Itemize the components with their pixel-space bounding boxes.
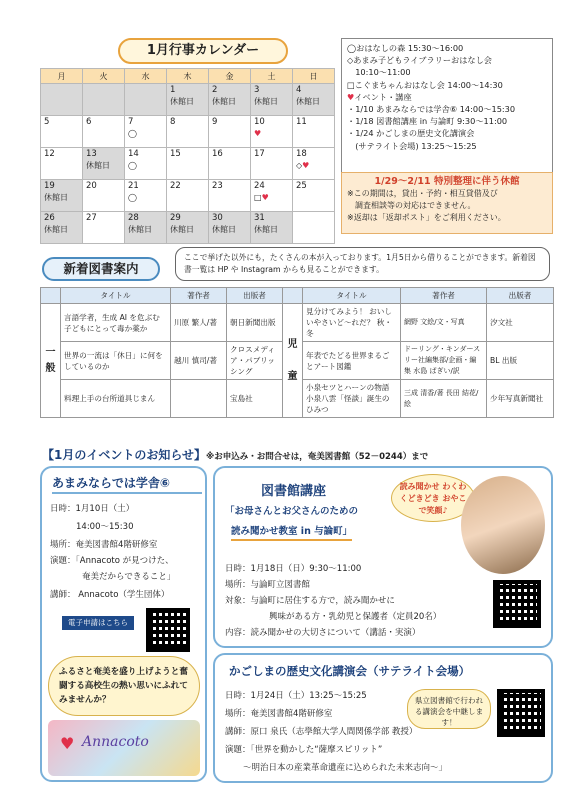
book-cell: 宝島社 [227,380,283,418]
calendar-day [293,180,335,212]
calendar-day [209,212,251,244]
new-books-note: ここで挙げた以外にも，たくさんの本が入っております。1月5日から借りることができます。新着図書一覧は HP や Instagram からも見ることができます。 [175,247,550,281]
col-publisher-children: 出版者 [487,288,554,304]
event-amami-gakusha [40,466,207,782]
day-number: 29 [170,213,181,223]
event3-bubble: 県立図書館で行われる講演会を中継します！ [407,689,491,729]
day-number: 18 [296,149,307,159]
calendar-day [293,148,335,180]
day-number: 30 [212,213,223,223]
event3-title: かごしまの歴史文化講演会（サテライト会場） [229,664,471,678]
event1-photo [48,720,200,776]
new-books-title: 新着図書案内 [42,257,160,281]
day-number: 6 [86,117,92,127]
day-note: ◯ [128,193,137,202]
weekday-header: 水 [125,69,167,84]
day-number: 1 [170,85,176,95]
closure-line: ※返却は「返却ポスト」をご利用ください。 [347,213,506,222]
day-number: 10 [254,117,265,127]
event3-qr-code[interactable] [497,689,545,737]
day-number: 26 [44,213,55,223]
calendar-day [41,84,83,116]
weekday-header: 土 [251,69,293,84]
event3-speaker: 講師：原口 泉氏（志學館大学人間関係学部 教授） [225,727,418,737]
day-note: ◯ [128,129,137,138]
calendar-day [83,116,125,148]
weekday-header: 火 [83,69,125,84]
col-author-general: 著作者 [171,288,227,304]
calendar-day [293,116,335,148]
day-number: 12 [44,149,55,159]
event1-speaker: 講師： Annacoto（学生団体） [50,590,170,600]
e-application-link[interactable]: 電子申請はこちら [62,616,134,630]
book-cell: BL 出版 [487,342,554,380]
legend-line: ◇あまみ子どもライブラリーおはなし会 [347,55,492,66]
calendar-day [293,84,335,116]
events-header-title: 【1月のイベントのお知らせ】 [42,448,206,462]
calendar-day [251,116,293,148]
day-number: 4 [296,85,302,95]
day-number: 19 [44,181,55,191]
day-number: 3 [254,85,260,95]
event2-subtitle1: 「お母さんとお父さんのための [225,506,359,517]
weekday-header: 金 [209,69,251,84]
closure-notice [341,172,553,234]
calendar-day [209,116,251,148]
day-number: 16 [212,149,223,159]
calendar-day [293,212,335,244]
calendar-day [209,180,251,212]
event2-content: 内容：読み聞かせの大切さについて（講話・実演） [225,628,421,638]
day-note: 休館日 [254,225,278,234]
day-number: 28 [128,213,139,223]
day-number: 20 [86,181,97,191]
calendar-day [41,116,83,148]
day-note: 休館日 [86,161,110,170]
book-cell: 世界の一流は「休日」に何をしているのか [61,342,171,380]
legend-line: ・1/24 かごしまの歴史文化講演会 [347,128,475,139]
day-note: 休館日 [170,225,194,234]
legend-line: □こぐまちゃんおはなし会 14:00～14:30 [347,79,503,90]
legend-line: ♥イベント・講座 [347,91,412,102]
event1-time: 14:00～15:30 [76,522,134,532]
calendar-day [125,212,167,244]
legend-line: (サテライト会場) 13:25～15:25 [347,140,477,151]
day-number: 13 [86,149,97,159]
book-cell: 越川 慎司/著 [171,342,227,380]
day-number: 21 [128,181,139,191]
day-number: 31 [254,213,265,223]
event2-target1: 対象：与論町に居住する方で，読み聞かせに [225,596,395,606]
calendar-day [125,116,167,148]
col-publisher-general: 出版者 [227,288,283,304]
event3-theme2: ～明治日本の産業革命遺産に込められた未来志向～」 [243,763,448,773]
book-row [41,304,554,342]
book-cell: 川原 繁人/著 [171,304,227,342]
day-note: ♥ [254,129,262,138]
closure-line: ※この期間は，貸出・予約・相互貸借及び [347,189,498,198]
event3-theme1: 演題：「世界を動かした“薩摩スピリット” [225,745,383,755]
calendar-day [83,148,125,180]
calendar-day [41,148,83,180]
book-cell: ドーリング・キンダースリー社編集部/企画・編集 水島 ぱぎい/訳 [401,342,487,380]
events-header [42,446,552,463]
calendar-day [83,212,125,244]
day-number: 25 [296,181,307,191]
day-number: 5 [44,117,50,127]
day-number: 11 [296,117,307,127]
calendar-day [125,84,167,116]
calendar-day [251,180,293,212]
event2-bubble: 読み聞かせ わくわくどきどき おやこで笑顔♪ [391,474,475,522]
day-number: 17 [254,149,265,159]
book-cell: 三成 清香/著 長田 結花/絵 [401,380,487,418]
calendar-day [251,148,293,180]
event1-qr-code[interactable] [146,608,190,652]
book-cell: 少年写真新聞社 [487,380,554,418]
book-cell: 見分けてみよう！ おいしいやさいど～れだ？ 秋・冬 [303,304,401,342]
calendar-day [209,84,251,116]
section-general: 一 般 [41,304,61,418]
legend-line: ◯おはなしの森 15:30～16:00 [347,43,464,53]
day-number: 2 [212,85,218,95]
event2-subtitle2: 読み聞かせ教室 in 与論町」 [231,524,352,541]
event1-bubble: ふるさと奄美を盛り上げようと奮闘する高校生の熱い思いにふれてみませんか？ [48,656,200,716]
calendar-day [167,148,209,180]
day-note: 休館日 [44,193,68,202]
book-cell [171,380,227,418]
calendar-day [125,148,167,180]
event-kagoshima-lecture [213,653,553,783]
legend-line: ・1/10 あまみならでは学舎⑥ 14:00～15:30 [347,104,516,115]
event2-title: 図書館講座 [261,484,327,499]
day-note: 休館日 [128,225,152,234]
day-note: 休館日 [170,97,194,106]
event1-date: 日時：1月10日（土） [50,504,135,514]
event2-target2: 興味がある方・乳幼児と保護者（定員20名） [269,612,442,622]
weekday-header: 木 [167,69,209,84]
calendar-day [41,212,83,244]
book-cell: 料理上手の台所道具じまん [61,380,171,418]
col-title-general: タイトル [61,288,171,304]
calendar-day [167,84,209,116]
event3-date: 日時：1月24日（土）13:25～15:25 [225,691,367,701]
day-note: 休館日 [212,225,236,234]
day-note: ◯ [128,161,137,170]
calendar-day [167,212,209,244]
event1-title: あまみならでは学舎⑥ [52,476,171,490]
day-note: 休館日 [296,97,320,106]
day-number: 8 [170,117,176,127]
event-calendar [40,68,335,244]
calendar-title: 1月行事カレンダー [118,38,288,64]
closure-line: 調査相談等の対応はできません。 [347,201,476,210]
weekday-header: 月 [41,69,83,84]
calendar-day [251,84,293,116]
day-note: 休館日 [212,97,236,106]
events-header-contact: ※お申込み・お問合せは，奄美図書館（52－0244）まで [206,452,429,462]
calendar-day [83,84,125,116]
annacoto-logo: Annacoto [82,734,149,750]
weekday-header: 日 [293,69,335,84]
day-number: 14 [128,149,139,159]
calendar-day [125,180,167,212]
book-cell: 言語学者，生成 AI を危ぶむ 子どもにとって毒か薬か [61,304,171,342]
event1-theme2: 奄美だからできること」 [82,572,176,582]
calendar-day [41,180,83,212]
event2-photo [461,476,545,574]
calendar-day [251,212,293,244]
legend-line: 10:10～11:00 [347,67,411,78]
day-note: □♥ [254,193,269,202]
day-note: 休館日 [44,225,68,234]
calendar-legend [341,38,553,173]
day-number: 24 [254,181,265,191]
heart-icon: ♥ [60,734,75,753]
event-library-lecture [213,466,553,648]
event1-theme1: 演題：「Annacoto が見つけた、 [50,556,174,566]
event2-qr-code[interactable] [493,580,541,628]
event2-place: 場所：与論町立図書館 [225,580,311,590]
day-number: 15 [170,149,181,159]
book-cell: 年表でたどる世界まるごとアート図鑑 [303,342,401,380]
calendar-day [209,148,251,180]
section-children: 児 童 [283,304,303,418]
day-number: 9 [212,117,218,127]
day-number: 22 [170,181,181,191]
book-cell: 汐文社 [487,304,554,342]
calendar-day [167,180,209,212]
event3-place: 場所：奄美図書館4階研修室 [225,709,333,719]
event2-date: 日時：1月18日（日）9:30～11:00 [225,564,362,574]
book-cell: 小泉セツとハーンの物語 小泉八雲「怪談」誕生のひみつ [303,380,401,418]
calendar-day [83,180,125,212]
new-books-table [40,287,554,418]
day-note: ◇♥ [296,161,310,170]
day-number: 23 [212,181,223,191]
book-cell: クロスメディア・パブリッシング [227,342,283,380]
legend-line: ・1/18 図書館講座 in 与論町 9:30～11:00 [347,116,508,127]
day-note: 休館日 [254,97,278,106]
col-author-children: 著作者 [401,288,487,304]
col-title-children: タイトル [303,288,401,304]
day-number: 27 [86,213,97,223]
day-number: 7 [128,117,134,127]
closure-title: 1/29～2/11 特別整理に伴う休館 [374,176,520,187]
calendar-day [167,116,209,148]
book-cell: 朝日新聞出版 [227,304,283,342]
event1-place: 場所：奄美図書館4階研修室 [50,540,158,550]
book-cell: 網野 文絵/文・写真 [401,304,487,342]
